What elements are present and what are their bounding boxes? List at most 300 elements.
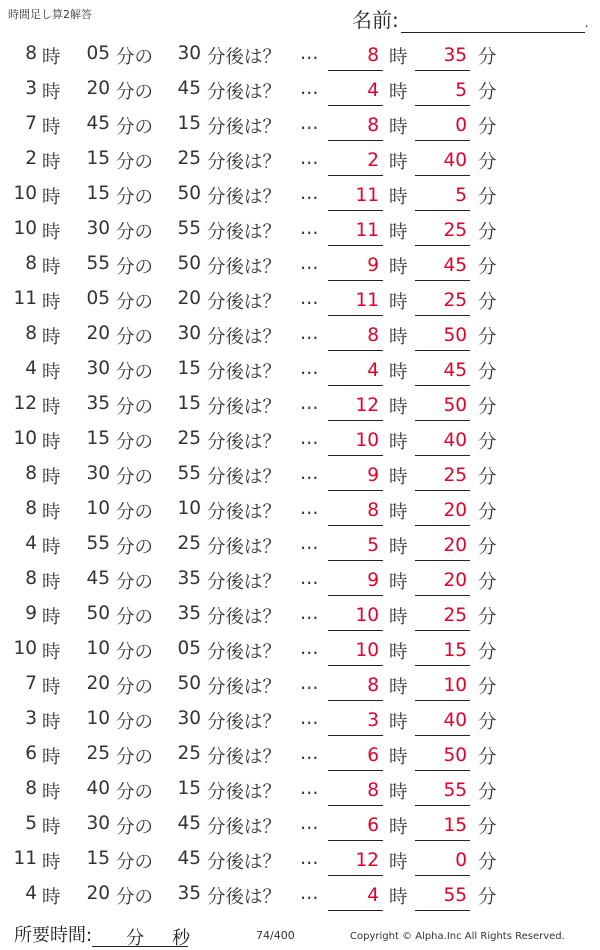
answer-hour-unit: 時	[389, 467, 408, 488]
start-hour: 11	[13, 848, 37, 869]
start-minute: 30	[86, 463, 110, 484]
start-hour: 8	[25, 463, 37, 484]
start-hour: 8	[25, 778, 37, 799]
added-minutes: 30	[177, 708, 201, 729]
answer-hour-unit: 時	[389, 47, 408, 68]
minutes-later-question: 分後は？	[207, 747, 282, 768]
hour-unit: 時	[42, 642, 61, 663]
start-hour: 7	[25, 113, 37, 134]
added-minutes: 25	[177, 428, 201, 449]
start-minute: 55	[86, 533, 110, 554]
start-minute: 05	[86, 43, 110, 64]
added-minutes: 10	[177, 498, 201, 519]
hour-unit: 時	[42, 152, 61, 173]
start-minute: 20	[86, 78, 110, 99]
start-minute: 25	[86, 743, 110, 764]
answer-minute[interactable]: 40	[415, 704, 470, 736]
problem-row	[0, 354, 600, 389]
problem-row	[0, 564, 600, 599]
answer-minute[interactable]: 40	[415, 144, 470, 176]
ellipsis: …	[300, 113, 319, 134]
ellipsis: …	[300, 848, 319, 869]
answer-hour[interactable]: 10	[328, 634, 383, 666]
second-unit: 秒	[172, 928, 191, 949]
problem-row	[0, 669, 600, 704]
answer-hour[interactable]: 9	[328, 459, 383, 491]
minute-of-label: 分の	[116, 572, 154, 593]
minute-of-label: 分の	[116, 292, 154, 313]
start-minute: 30	[86, 358, 110, 379]
start-minute: 15	[86, 183, 110, 204]
ellipsis: …	[300, 78, 319, 99]
answer-hour[interactable]: 11	[328, 214, 383, 246]
answer-minute[interactable]: 40	[415, 424, 470, 456]
ellipsis: …	[300, 498, 319, 519]
answer-minute-unit: 分	[478, 642, 497, 663]
ellipsis: …	[300, 183, 319, 204]
hour-unit: 時	[42, 852, 61, 873]
answer-minute[interactable]: 45	[415, 354, 470, 386]
added-minutes: 25	[177, 533, 201, 554]
problem-row	[0, 634, 600, 669]
problem-list	[0, 39, 600, 914]
start-minute: 45	[86, 568, 110, 589]
answer-hour-unit: 時	[389, 537, 408, 558]
minutes-later-question: 分後は？	[207, 782, 282, 803]
ellipsis: …	[300, 358, 319, 379]
answer-hour-unit: 時	[389, 362, 408, 383]
answer-hour[interactable]: 4	[328, 879, 383, 911]
start-hour: 11	[13, 288, 37, 309]
hour-unit: 時	[42, 292, 61, 313]
start-hour: 4	[25, 883, 37, 904]
added-minutes: 15	[177, 778, 201, 799]
added-minutes: 50	[177, 253, 201, 274]
added-minutes: 45	[177, 848, 201, 869]
start-hour: 4	[25, 533, 37, 554]
answer-minute[interactable]: 5	[415, 74, 470, 106]
minutes-later-question: 分後は？	[207, 677, 282, 698]
answer-hour-unit: 時	[389, 502, 408, 523]
answer-minute-unit: 分	[478, 607, 497, 628]
start-hour: 8	[25, 253, 37, 274]
answer-hour-unit: 時	[389, 677, 408, 698]
answer-hour[interactable]: 6	[328, 739, 383, 771]
added-minutes: 55	[177, 218, 201, 239]
minute-of-label: 分の	[116, 712, 154, 733]
answer-hour-unit: 時	[389, 327, 408, 348]
minutes-later-question: 分後は？	[207, 82, 282, 103]
ellipsis: …	[300, 708, 319, 729]
answer-hour[interactable]: 9	[328, 564, 383, 596]
answer-hour-unit: 時	[389, 712, 408, 733]
copyright-notice: Copyright © Alpha.Inc All Rights Reserved.	[350, 931, 565, 942]
answer-minute[interactable]: 15	[415, 634, 470, 666]
answer-hour[interactable]: 2	[328, 144, 383, 176]
hour-unit: 時	[42, 677, 61, 698]
time-taken-label: 所要時間:	[14, 925, 93, 946]
minutes-later-question: 分後は？	[207, 187, 282, 208]
answer-hour-unit: 時	[389, 782, 408, 803]
minute-of-label: 分の	[116, 397, 154, 418]
minute-of-label: 分の	[116, 47, 154, 68]
minutes-later-question: 分後は？	[207, 712, 282, 733]
worksheet-title: 時間足し算2解答	[8, 8, 92, 21]
problem-row	[0, 739, 600, 774]
hour-unit: 時	[42, 327, 61, 348]
answer-minute-unit: 分	[478, 397, 497, 418]
minutes-later-question: 分後は？	[207, 292, 282, 313]
added-minutes: 15	[177, 358, 201, 379]
hour-unit: 時	[42, 572, 61, 593]
added-minutes: 25	[177, 743, 201, 764]
ellipsis: …	[300, 883, 319, 904]
start-hour: 4	[25, 358, 37, 379]
minutes-later-question: 分後は？	[207, 607, 282, 628]
ellipsis: …	[300, 148, 319, 169]
answer-hour[interactable]: 3	[328, 704, 383, 736]
problem-row	[0, 599, 600, 634]
ellipsis: …	[300, 43, 319, 64]
ellipsis: …	[300, 568, 319, 589]
start-minute: 15	[86, 848, 110, 869]
time-taken-blank[interactable]	[92, 926, 191, 949]
problem-row	[0, 39, 600, 74]
problem-row	[0, 494, 600, 529]
page-number: 74/400	[256, 929, 295, 942]
answer-minute[interactable]: 20	[415, 529, 470, 561]
answer-hour-unit: 時	[389, 432, 408, 453]
problem-row	[0, 459, 600, 494]
problem-row	[0, 179, 600, 214]
minute-of-label: 分の	[116, 642, 154, 663]
answer-hour-unit: 時	[389, 572, 408, 593]
answer-minute[interactable]: 45	[415, 249, 470, 281]
added-minutes: 50	[177, 673, 201, 694]
ellipsis: …	[300, 428, 319, 449]
minute-of-label: 分の	[116, 432, 154, 453]
ellipsis: …	[300, 253, 319, 274]
hour-unit: 時	[42, 467, 61, 488]
time-taken-field	[14, 921, 191, 949]
minute-of-label: 分の	[116, 677, 154, 698]
answer-hour[interactable]: 10	[328, 599, 383, 631]
name-blank-line[interactable]	[401, 14, 585, 33]
minutes-later-question: 分後は？	[207, 467, 282, 488]
minute-of-label: 分の	[116, 82, 154, 103]
minutes-later-question: 分後は？	[207, 362, 282, 383]
minute-of-label: 分の	[116, 502, 154, 523]
name-field[interactable]	[352, 4, 589, 33]
answer-hour[interactable]: 12	[328, 389, 383, 421]
hour-unit: 時	[42, 432, 61, 453]
ellipsis: …	[300, 533, 319, 554]
minute-of-label: 分の	[116, 467, 154, 488]
hour-unit: 時	[42, 187, 61, 208]
answer-hour[interactable]: 4	[328, 74, 383, 106]
answer-minute-unit: 分	[478, 362, 497, 383]
minutes-later-question: 分後は？	[207, 117, 282, 138]
answer-hour-unit: 時	[389, 817, 408, 838]
minute-of-label: 分の	[116, 747, 154, 768]
answer-hour-unit: 時	[389, 642, 408, 663]
minutes-later-question: 分後は？	[207, 817, 282, 838]
start-hour: 2	[25, 148, 37, 169]
start-hour: 10	[13, 218, 37, 239]
answer-minute-unit: 分	[478, 292, 497, 313]
answer-minute[interactable]: 55	[415, 879, 470, 911]
name-end-dot: .	[584, 16, 589, 30]
minutes-later-question: 分後は？	[207, 152, 282, 173]
ellipsis: …	[300, 743, 319, 764]
minute-of-label: 分の	[116, 327, 154, 348]
ellipsis: …	[300, 323, 319, 344]
answer-minute[interactable]: 5	[415, 179, 470, 211]
answer-minute-unit: 分	[478, 187, 497, 208]
answer-hour-unit: 時	[389, 257, 408, 278]
start-minute: 10	[86, 708, 110, 729]
answer-minute-unit: 分	[478, 712, 497, 733]
answer-minute[interactable]: 15	[415, 809, 470, 841]
answer-hour[interactable]: 8	[328, 109, 383, 141]
answer-hour[interactable]: 8	[328, 39, 383, 71]
hour-unit: 時	[42, 537, 61, 558]
answer-hour-unit: 時	[389, 117, 408, 138]
answer-hour[interactable]: 8	[328, 669, 383, 701]
start-minute: 40	[86, 778, 110, 799]
answer-minute-unit: 分	[478, 222, 497, 243]
answer-minute-unit: 分	[478, 782, 497, 803]
problem-row	[0, 424, 600, 459]
answer-minute[interactable]: 55	[415, 774, 470, 806]
hour-unit: 時	[42, 397, 61, 418]
answer-minute[interactable]: 50	[415, 739, 470, 771]
start-minute: 20	[86, 673, 110, 694]
answer-minute[interactable]: 0	[415, 844, 470, 876]
hour-unit: 時	[42, 747, 61, 768]
start-minute: 15	[86, 428, 110, 449]
added-minutes: 45	[177, 78, 201, 99]
answer-hour-unit: 時	[389, 607, 408, 628]
minute-of-label: 分の	[116, 607, 154, 628]
answer-hour-unit: 時	[389, 397, 408, 418]
start-hour: 10	[13, 638, 37, 659]
ellipsis: …	[300, 778, 319, 799]
minutes-later-question: 分後は？	[207, 502, 282, 523]
start-hour: 10	[13, 183, 37, 204]
minutes-later-question: 分後は？	[207, 887, 282, 908]
start-hour: 8	[25, 568, 37, 589]
ellipsis: …	[300, 603, 319, 624]
answer-minute[interactable]: 50	[415, 389, 470, 421]
minutes-later-question: 分後は？	[207, 432, 282, 453]
minute-of-label: 分の	[116, 782, 154, 803]
problem-row	[0, 249, 600, 284]
answer-hour[interactable]: 9	[328, 249, 383, 281]
answer-hour-unit: 時	[389, 187, 408, 208]
problem-row	[0, 844, 600, 879]
problem-row	[0, 389, 600, 424]
start-hour: 8	[25, 323, 37, 344]
hour-unit: 時	[42, 817, 61, 838]
start-minute: 30	[86, 813, 110, 834]
minutes-later-question: 分後は？	[207, 47, 282, 68]
answer-hour[interactable]: 11	[328, 179, 383, 211]
answer-hour-unit: 時	[389, 222, 408, 243]
problem-row	[0, 879, 600, 914]
start-minute: 15	[86, 148, 110, 169]
answer-minute-unit: 分	[478, 817, 497, 838]
problem-row	[0, 144, 600, 179]
problem-row	[0, 214, 600, 249]
added-minutes: 30	[177, 43, 201, 64]
answer-hour-unit: 時	[389, 747, 408, 768]
added-minutes: 20	[177, 288, 201, 309]
problem-row	[0, 319, 600, 354]
start-minute: 10	[86, 638, 110, 659]
answer-hour[interactable]: 8	[328, 774, 383, 806]
minute-of-label: 分の	[116, 187, 154, 208]
start-hour: 6	[25, 743, 37, 764]
start-hour: 3	[25, 708, 37, 729]
minute-of-label: 分の	[116, 222, 154, 243]
answer-minute-unit: 分	[478, 327, 497, 348]
answer-minute-unit: 分	[478, 502, 497, 523]
hour-unit: 時	[42, 362, 61, 383]
answer-hour-unit: 時	[389, 152, 408, 173]
minute-of-label: 分の	[116, 852, 154, 873]
answer-minute[interactable]: 20	[415, 494, 470, 526]
answer-hour[interactable]: 5	[328, 529, 383, 561]
start-hour: 9	[25, 603, 37, 624]
hour-unit: 時	[42, 82, 61, 103]
minute-of-label: 分の	[116, 817, 154, 838]
hour-unit: 時	[42, 712, 61, 733]
hour-unit: 時	[42, 502, 61, 523]
ellipsis: …	[300, 218, 319, 239]
answer-hour[interactable]: 8	[328, 319, 383, 351]
answer-minute-unit: 分	[478, 467, 497, 488]
minutes-later-question: 分後は？	[207, 642, 282, 663]
answer-hour[interactable]: 12	[328, 844, 383, 876]
minute-of-label: 分の	[116, 362, 154, 383]
answer-hour[interactable]: 8	[328, 494, 383, 526]
answer-hour-unit: 時	[389, 852, 408, 873]
start-minute: 55	[86, 253, 110, 274]
answer-minute[interactable]: 0	[415, 109, 470, 141]
start-minute: 20	[86, 323, 110, 344]
minutes-later-question: 分後は？	[207, 852, 282, 873]
minute-of-label: 分の	[116, 152, 154, 173]
start-hour: 7	[25, 673, 37, 694]
answer-minute[interactable]: 20	[415, 564, 470, 596]
hour-unit: 時	[42, 222, 61, 243]
minute-of-label: 分の	[116, 887, 154, 908]
answer-minute[interactable]: 35	[415, 39, 470, 71]
answer-minute-unit: 分	[478, 852, 497, 873]
ellipsis: …	[300, 288, 319, 309]
minutes-later-question: 分後は？	[207, 572, 282, 593]
answer-minute[interactable]: 10	[415, 669, 470, 701]
added-minutes: 15	[177, 113, 201, 134]
hour-unit: 時	[42, 117, 61, 138]
start-minute: 50	[86, 603, 110, 624]
answer-hour[interactable]: 4	[328, 354, 383, 386]
added-minutes: 35	[177, 568, 201, 589]
hour-unit: 時	[42, 47, 61, 68]
answer-minute[interactable]: 25	[415, 459, 470, 491]
start-minute: 10	[86, 498, 110, 519]
answer-minute-unit: 分	[478, 572, 497, 593]
answer-minute-unit: 分	[478, 117, 497, 138]
minutes-later-question: 分後は？	[207, 222, 282, 243]
answer-minute[interactable]: 25	[415, 284, 470, 316]
problem-row	[0, 809, 600, 844]
hour-unit: 時	[42, 257, 61, 278]
answer-minute-unit: 分	[478, 257, 497, 278]
hour-unit: 時	[42, 607, 61, 628]
hour-unit: 時	[42, 887, 61, 908]
problem-row	[0, 704, 600, 739]
start-hour: 8	[25, 498, 37, 519]
answer-minute[interactable]: 25	[415, 599, 470, 631]
answer-hour-unit: 時	[389, 82, 408, 103]
minute-of-label: 分の	[116, 257, 154, 278]
minutes-later-question: 分後は？	[207, 257, 282, 278]
added-minutes: 30	[177, 323, 201, 344]
answer-minute-unit: 分	[478, 82, 497, 103]
hour-unit: 時	[42, 782, 61, 803]
answer-minute-unit: 分	[478, 887, 497, 908]
added-minutes: 35	[177, 603, 201, 624]
ellipsis: …	[300, 813, 319, 834]
answer-minute[interactable]: 50	[415, 319, 470, 351]
problem-row	[0, 774, 600, 809]
answer-hour-unit: 時	[389, 292, 408, 313]
minute-of-label: 分の	[116, 537, 154, 558]
answer-hour[interactable]: 10	[328, 424, 383, 456]
start-minute: 20	[86, 883, 110, 904]
answer-minute-unit: 分	[478, 152, 497, 173]
start-hour: 8	[25, 43, 37, 64]
answer-hour[interactable]: 6	[328, 809, 383, 841]
answer-minute-unit: 分	[478, 432, 497, 453]
ellipsis: …	[300, 638, 319, 659]
added-minutes: 50	[177, 183, 201, 204]
start-hour: 5	[25, 813, 37, 834]
answer-minute-unit: 分	[478, 677, 497, 698]
minutes-later-question: 分後は？	[207, 537, 282, 558]
answer-hour[interactable]: 11	[328, 284, 383, 316]
ellipsis: …	[300, 393, 319, 414]
start-minute: 05	[86, 288, 110, 309]
answer-minute[interactable]: 25	[415, 214, 470, 246]
minutes-later-question: 分後は？	[207, 397, 282, 418]
start-minute: 45	[86, 113, 110, 134]
added-minutes: 05	[177, 638, 201, 659]
ellipsis: …	[300, 463, 319, 484]
name-label: 名前:	[352, 8, 399, 32]
minutes-later-question: 分後は？	[207, 327, 282, 348]
minute-unit: 分	[126, 928, 145, 949]
added-minutes: 35	[177, 883, 201, 904]
problem-row	[0, 74, 600, 109]
added-minutes: 45	[177, 813, 201, 834]
problem-row	[0, 109, 600, 144]
start-minute: 35	[86, 393, 110, 414]
start-minute: 30	[86, 218, 110, 239]
added-minutes: 15	[177, 393, 201, 414]
